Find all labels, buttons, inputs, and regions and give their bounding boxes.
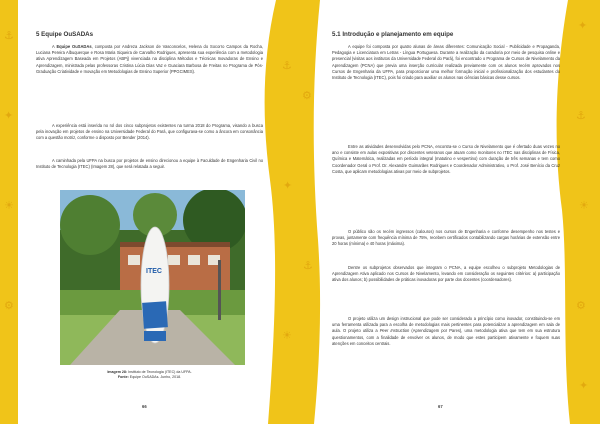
anchor-icon: ⚓ [282, 59, 292, 72]
sun-icon: ☀ [282, 329, 292, 342]
paragraph: Entre as atividades desenvolvidas pelo PCNA, encontra-se o Curso de Nivelamento que é ofertado duas vezes no ano e consiste em aulas expositivas por discentes veteranos que atuam como monitores no ITEC nas disciplinas de Física, Química e Matemática, realizadas em período integral (matutino e vespertino) com duração de três semanas e tem como Coordenador Geral o Prof. Dr. Alexandre Guimarães Rodrigues e Coordenador Administrativo, o Prof. José Benício da Cruz Costa, que aplicam metodologias ativas por meio de subprojetos. [332, 144, 560, 174]
anchor-icon: ⚓ [4, 29, 14, 42]
paragraph: O projeto utiliza um design instrucional que pode ser considerado a princípio como inovador, constituindo-se em uma ferramenta utilizada para a escolha de metodologias mais pertinentes para potencializar a aprendizagem em sala de aula. O projeto utiliza a Peer Instruction (Aprendizagem por Pares), uma metodologia ativa que tem em sua estrutura questionamentos, com a finalidade de envolver os alunos, de modo que estes participem ativamente e foquem suas atenções em conceitos centrais. [332, 316, 560, 346]
paragraph: A caminhada pela UFPA na busca por projetos de ensino direcionou a equipe à Faculdade de Engenharia Civil no Instituto de Tecnologia (ITEC) (Imagem 28), que será relatada a seguir. [36, 158, 263, 170]
right-page [300, 0, 600, 424]
sun-icon: ☀ [4, 199, 14, 212]
itec-photo [60, 190, 245, 365]
paragraph: A equipe foi composta por quatro alunas de áreas diferentes: Comunicação Social - Publicidade e Propaganda, Pedagogia e Licenciatura em Letras - Língua Portuguesa. Durante a realização da curadoria por meio de pesquisa online e presencial (visitas aos institutos da Universidade Federal do Pará), foi encontrado o Programa de Cursos de Nivelamento da Aprendizagem (PCNA) que previa uma inserção curricular realizada previamente com os alunos recém aprovados nos Cursos de Engenharia da UFPA, para proporcionar uma melhor formação inicial e profissionalização dos estudantes do Instituto de Tecnologia (ITEC), pois foi criado para auxiliar os alunos nas ciências básicas desse cursos. [332, 44, 560, 81]
gear-icon: ⚙ [576, 299, 586, 312]
sun-icon: ☀ [579, 199, 589, 212]
gear-icon: ⚙ [4, 299, 14, 312]
anchor-icon: ⚓ [303, 259, 313, 272]
paragraph: Dentre os subprojetos observados que integram o PCNA, a equipe escolheu o subprojeto Metodologias de Aprendizagem Ativa aplicado nos Cursos de Nivelamento, levando em consideração os seguintes critérios: a) participação ativa dos alunos; b) possibilidades de práticas inovadoras por parte dos docentes (coordenadores). [332, 265, 560, 283]
star-icon: ✦ [579, 379, 589, 392]
intro-paragraph: A Equipe OuSADAs, composta por Andreza Jackson de Vasconcelos, Helena do Socorro Campos da Rocha, Luciana Pereira Albuquerque e Rosa Maria Siqueira de Carvalho Rodrigues, apresenta sua experiência com a metodologia ativa Aprendizagem Baseada em Projetos (ABPj) vivenciada na disciplina Métodos e Técnicas Inovadoras de Ensino e Aprendizagem, ministrada pelas professoras Cristina Lúcia Dias Vaz e Guaciara Barbosa de Freitas no Programa de Pós-Graduação Criatividade e Inovação em Metodologias de Ensino Superior (PPGCIMES). [36, 44, 263, 74]
itec-sign: ITEC [146, 268, 162, 275]
page-number: 67 [438, 404, 443, 409]
gear-icon: ⚙ [302, 89, 312, 102]
page-heading: 5 Equipe OuSADAs [36, 31, 94, 38]
paragraph: A experiência está inserida no rol dos cinco subprojetos existentes na turma 2018 do Programa, visando a busca pela inovação em projetos de ensino na Universidade Federal do Pará, que configurava-se como a âncora em consonância com a questão motriz, conforme o disposto por Bender (2014). [36, 123, 263, 141]
paragraph: O público são os recém ingressos (calouros) nos cursos de Engenharia e conforme desempenho nos testes e provas, juntamente com frequência mínima de 75%, recebem certificados contabilizando cargas horárias de extensão entre 20 horas (mínima) e 40 horas (máxima). [332, 229, 560, 247]
anchor-icon: ⚓ [576, 109, 586, 122]
page-number: 66 [142, 404, 147, 409]
star-icon: ✦ [578, 19, 588, 32]
star-icon: ✦ [283, 179, 293, 192]
section-heading: 5.1 Introdução e planejamento em equipe [332, 31, 454, 38]
figure-caption: Imagem 28: Instituto de Tecnologia (ITEC) da UFPA. Fonte: Equipe OuSADAs. Junho, 2018. [107, 370, 192, 379]
star-icon: ✦ [4, 109, 14, 122]
